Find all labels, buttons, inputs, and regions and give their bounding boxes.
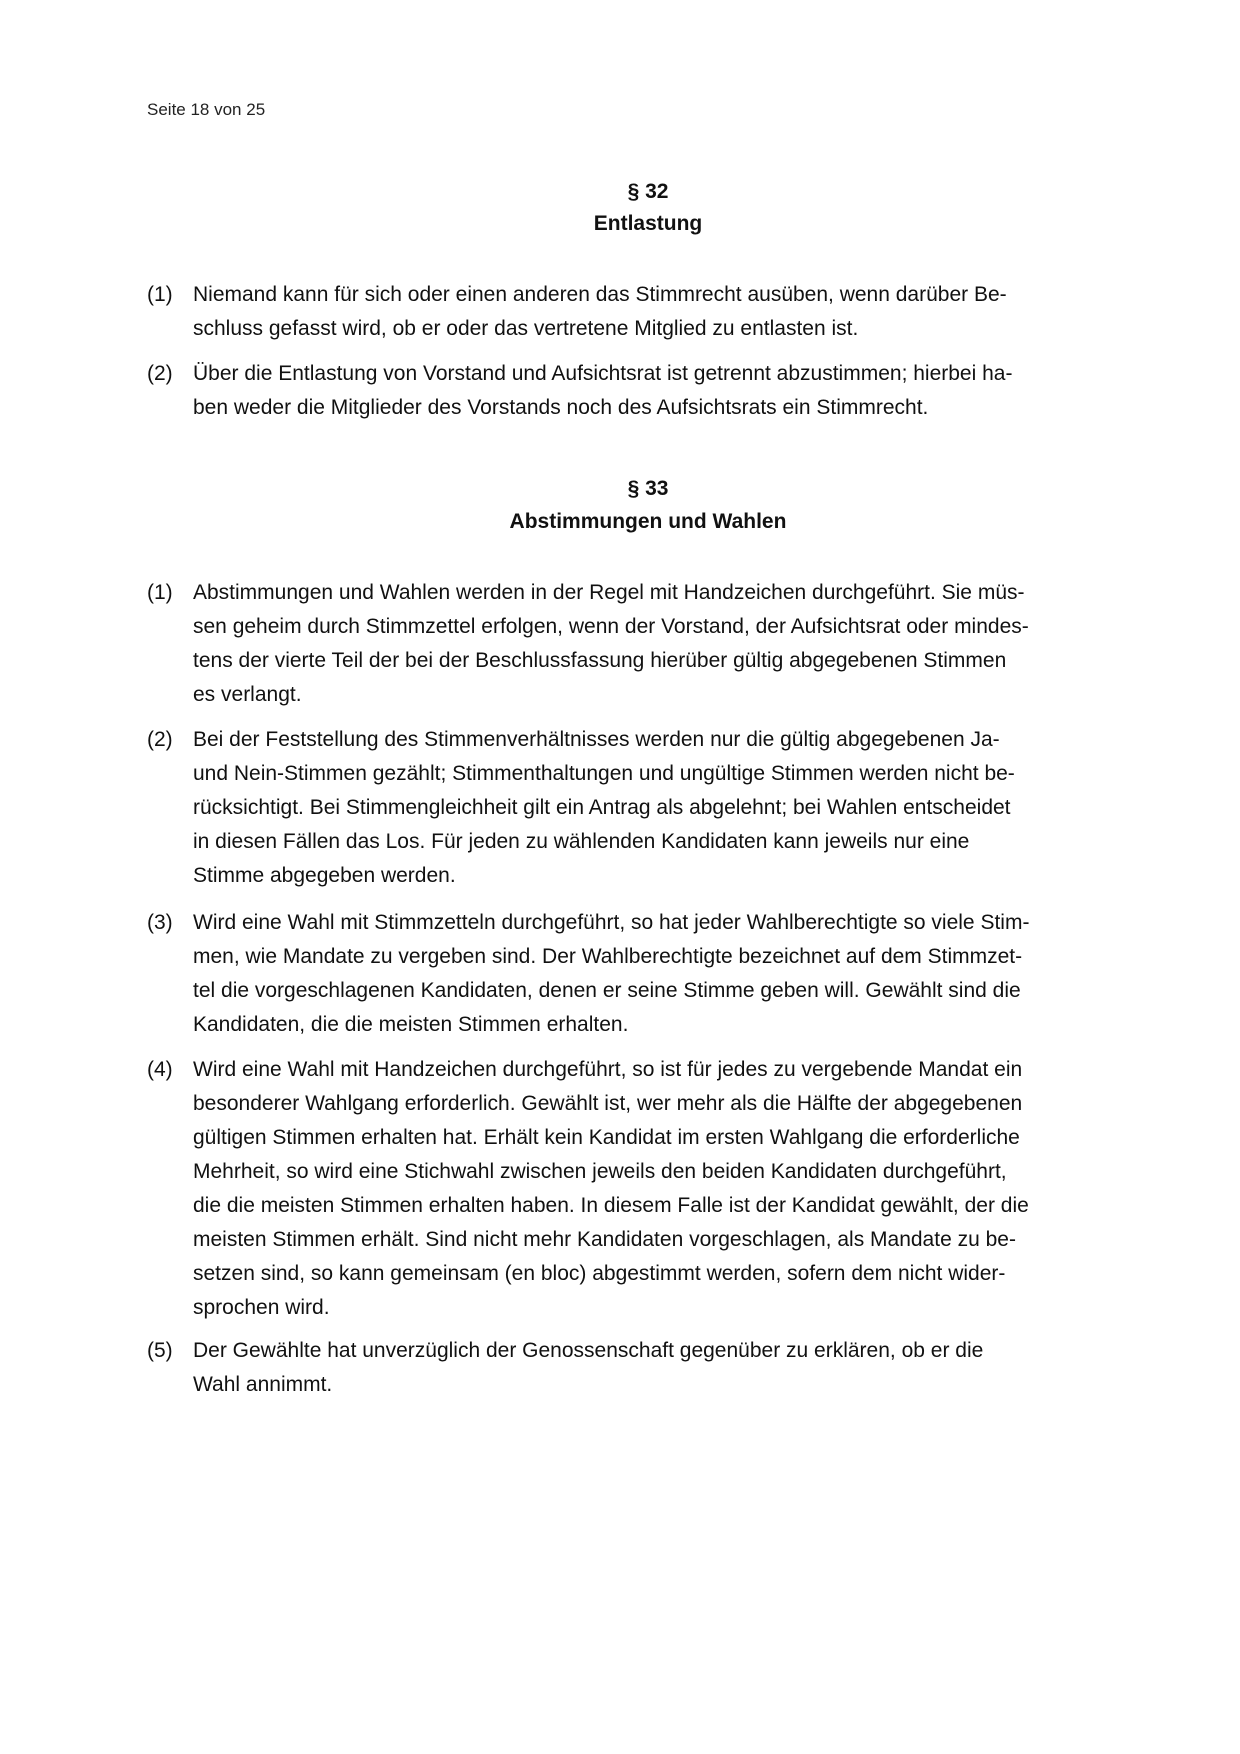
text-line: rücksichtigt. Bei Stimmengleichheit gilt ein Antrag als abgelehnt; bei Wahlen entscheidet <box>193 796 1011 819</box>
paragraph-number: (1) <box>147 283 173 306</box>
paragraph-text <box>193 576 1029 712</box>
text-line: Bei der Feststellung des Stimmenverhältnisses werden nur die gültig abgegebenen Ja- <box>193 728 1000 751</box>
text-line: Mehrheit, so wird eine Stichwahl zwischen jeweils den beiden Kandidaten durchgeführt, <box>193 1160 1007 1183</box>
text-line: Kandidaten, die die meisten Stimmen erhalten. <box>193 1013 629 1036</box>
text-line: die die meisten Stimmen erhalten haben. In diesem Falle ist der Kandidat gewählt, der die <box>193 1194 1029 1217</box>
text-line: meisten Stimmen erhält. Sind nicht mehr Kandidaten vorgeschlagen, als Mandate zu be- <box>193 1228 1016 1251</box>
text-line: Wird eine Wahl mit Handzeichen durchgeführt, so ist für jedes zu vergebende Mandat ein <box>193 1058 1023 1081</box>
section-33-title: Abstimmungen und Wahlen <box>509 510 787 533</box>
paragraph-number: (4) <box>147 1058 173 1081</box>
text-line: besonderer Wahlgang erforderlich. Gewählt ist, wer mehr als die Hälfte der abgegebenen <box>193 1092 1023 1115</box>
paragraph-text <box>193 357 1012 425</box>
text-line: schluss gefasst wird, ob er oder das vertretene Mitglied zu entlasten ist. <box>193 317 859 340</box>
paragraph-number: (2) <box>147 728 173 751</box>
text-line: sen geheim durch Stimmzettel erfolgen, wenn der Vorstand, der Aufsichtsrat oder mindes- <box>193 615 1029 638</box>
text-line: in diesen Fällen das Los. Für jeden zu wählenden Kandidaten kann jeweils nur eine <box>193 830 970 853</box>
page-header: Seite 18 von 25 <box>147 100 266 119</box>
text-line: tel die vorgeschlagenen Kandidaten, denen er seine Stimme geben will. Gewählt sind die <box>193 979 1021 1002</box>
text-line: men, wie Mandate zu vergeben sind. Der Wahlberechtigte bezeichnet auf dem Stimmzet- <box>193 945 1023 968</box>
paragraph-number: (1) <box>147 581 173 604</box>
text-line: Niemand kann für sich oder einen anderen das Stimmrecht ausüben, wenn darüber Be- <box>193 283 1007 306</box>
paragraph-text <box>193 1334 983 1402</box>
text-line: Abstimmungen und Wahlen werden in der Regel mit Handzeichen durchgeführt. Sie müs- <box>193 581 1025 604</box>
text-line: sprochen wird. <box>193 1296 330 1319</box>
paragraph-number: (2) <box>147 362 173 385</box>
text-line: ben weder die Mitglieder des Vorstands noch des Aufsichtsrats ein Stimmrecht. <box>193 396 929 419</box>
text-line: setzen sind, so kann gemeinsam (en bloc) abgestimmt werden, sofern dem nicht wider- <box>193 1262 1006 1285</box>
text-line: und Nein-Stimmen gezählt; Stimmenthaltungen und ungültige Stimmen werden nicht be- <box>193 762 1015 785</box>
text-line: gültigen Stimmen erhalten hat. Erhält kein Kandidat im ersten Wahlgang die erforderliche <box>193 1126 1020 1149</box>
text-line: Wird eine Wahl mit Stimmzetteln durchgeführt, so hat jeder Wahlberechtigte so viele Stim- <box>193 911 1030 934</box>
text-line: tens der vierte Teil der bei der Beschlussfassung hierüber gültig abgegebenen Stimmen <box>193 649 1007 672</box>
text-line: Stimme abgegeben werden. <box>193 864 456 887</box>
paragraph-number: (5) <box>147 1339 173 1362</box>
section-32-number: § 32 <box>627 180 669 203</box>
paragraph-text <box>193 723 1015 893</box>
paragraph-text <box>193 906 1029 1042</box>
section-33-number: § 33 <box>627 477 669 500</box>
section-32-title: Entlastung <box>593 212 703 235</box>
paragraph-text <box>193 1053 1029 1325</box>
paragraph-number: (3) <box>147 911 173 934</box>
text-line: Über die Entlastung von Vorstand und Aufsichtsrat ist getrennt abzustimmen; hierbei ha- <box>193 362 1013 385</box>
text-line: Der Gewählte hat unverzüglich der Genossenschaft gegenüber zu erklären, ob er die <box>193 1339 984 1362</box>
text-line: es verlangt. <box>193 683 302 706</box>
text-line: Wahl annimmt. <box>193 1373 333 1396</box>
paragraph-text <box>193 278 1007 346</box>
